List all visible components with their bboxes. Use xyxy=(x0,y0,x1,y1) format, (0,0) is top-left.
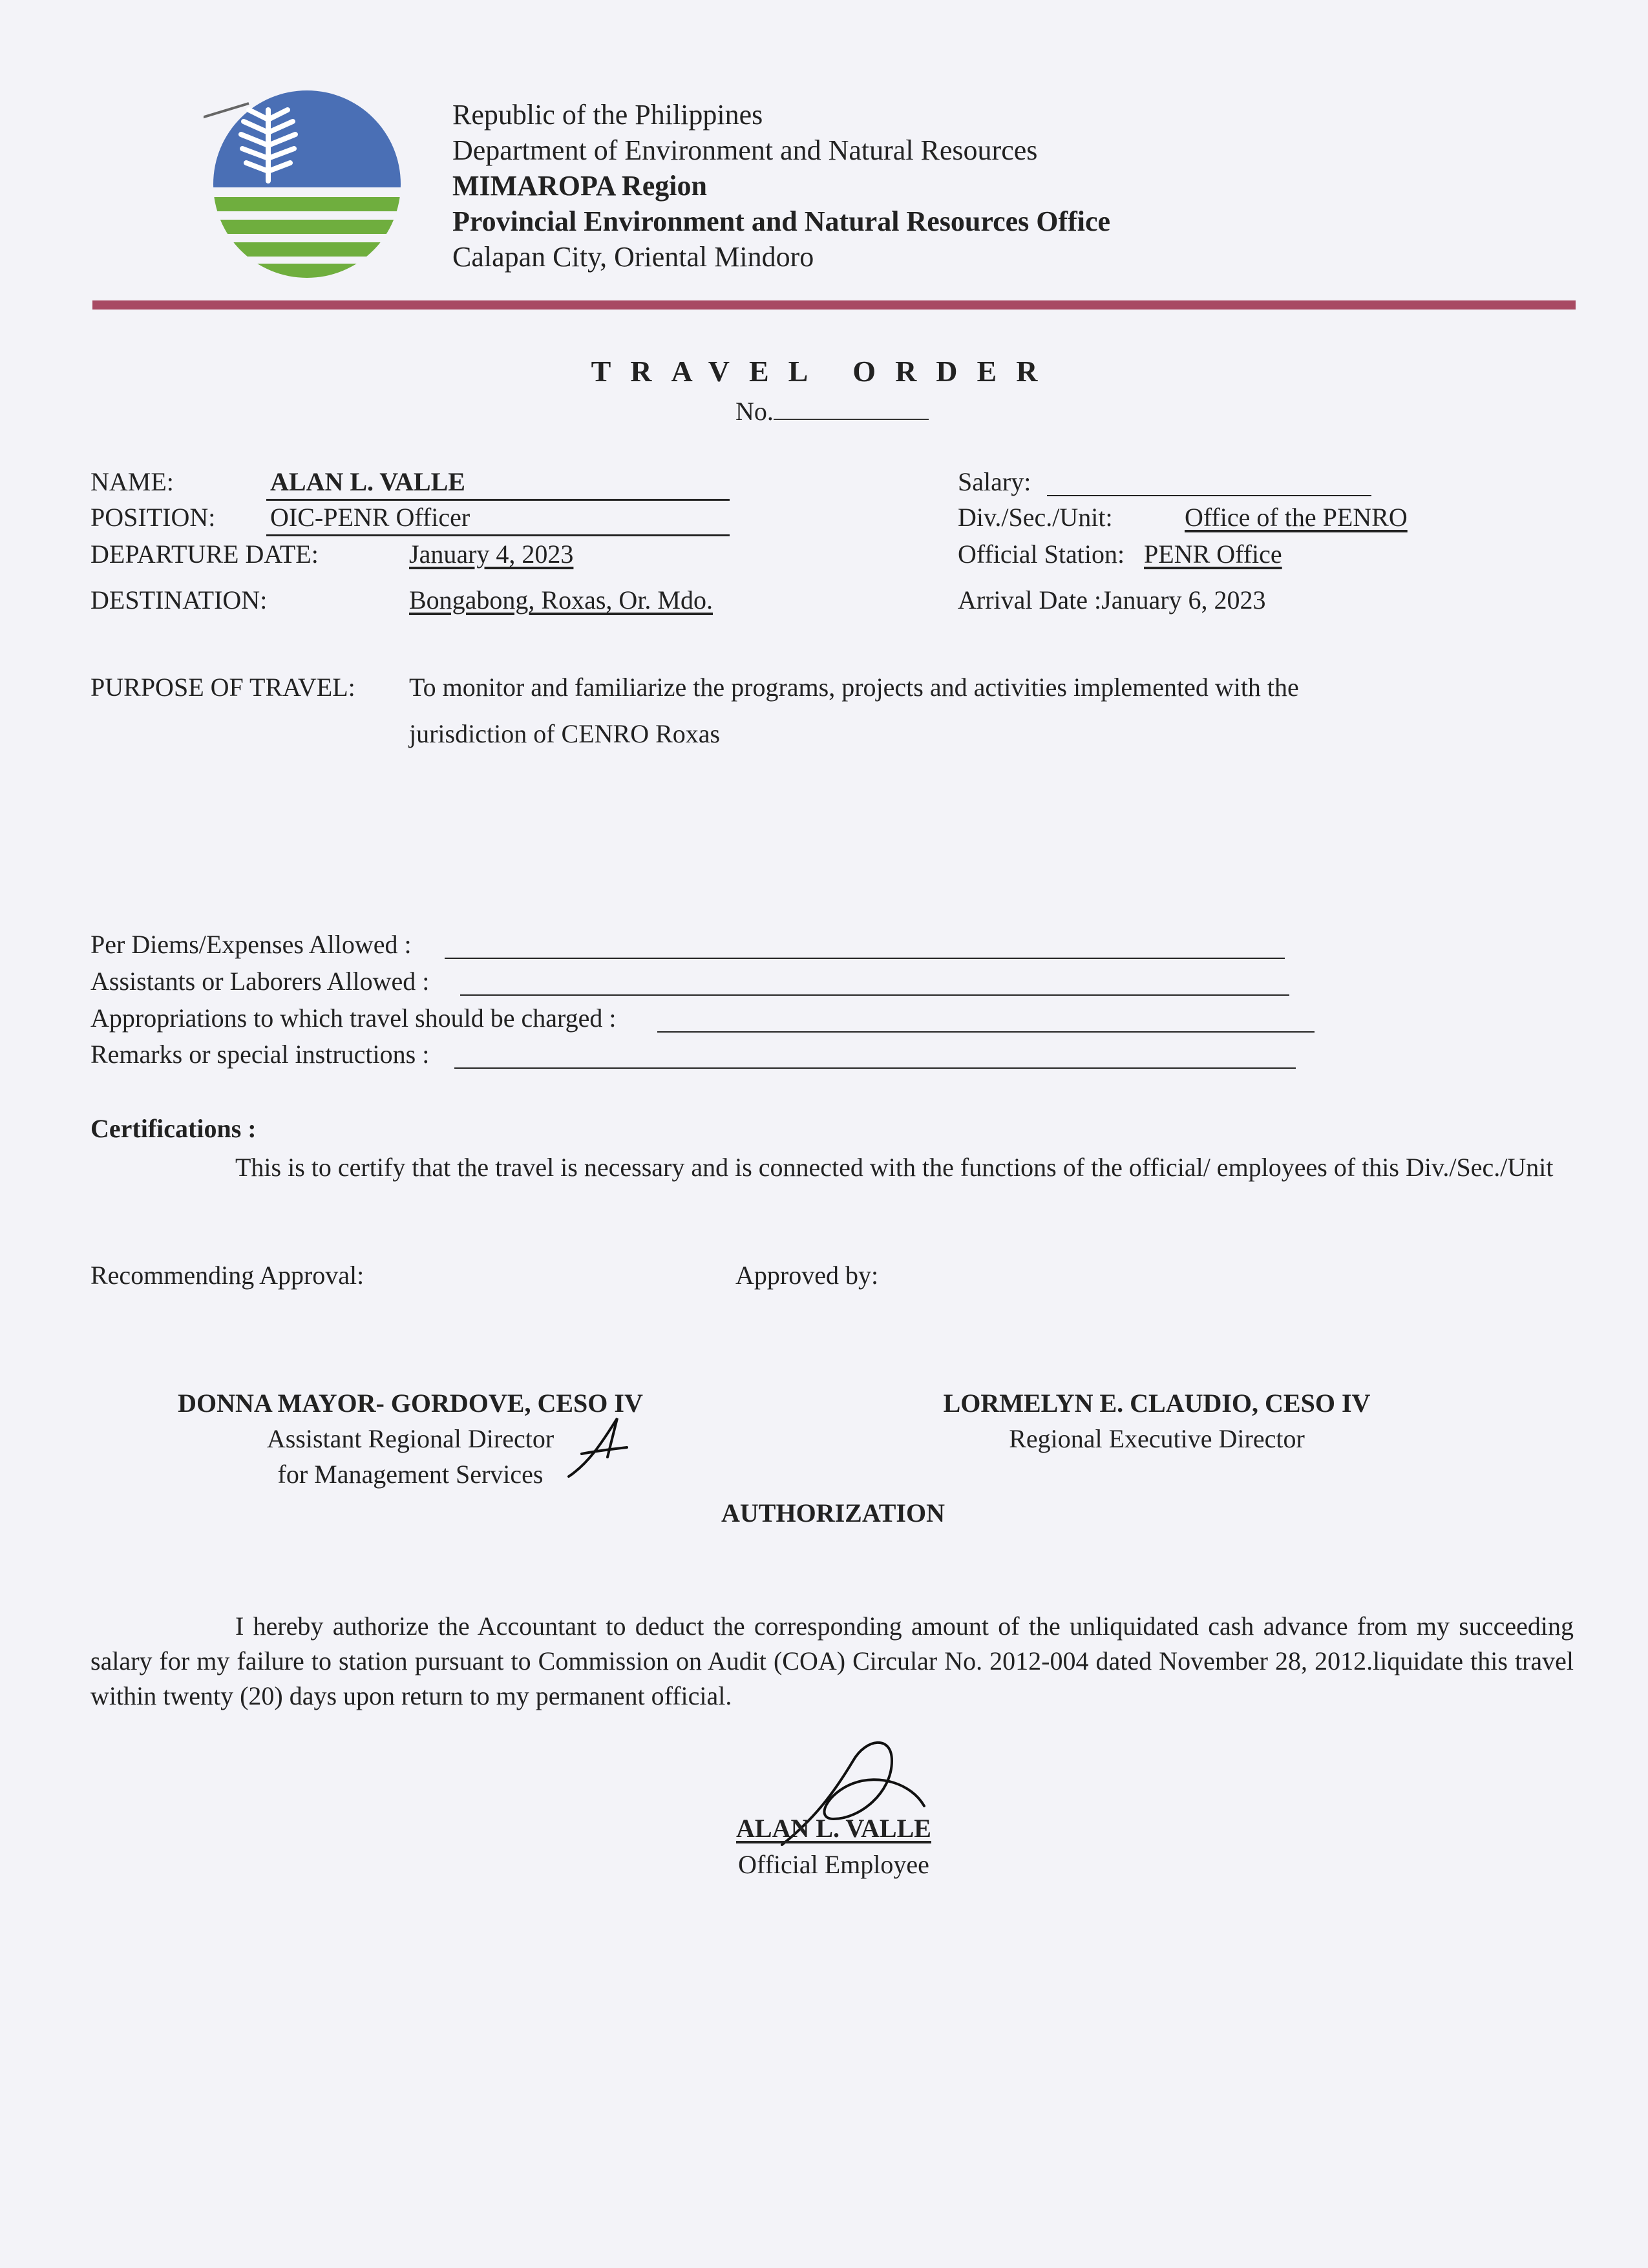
arrival-label: Arrival Date : xyxy=(958,585,1102,614)
departure-value: January 4, 2023 xyxy=(409,540,574,569)
arrival-date xyxy=(958,585,1266,616)
certifications-text: This is to certify that the travel is necessary and is connected with the functions of the official/ employees of this Div./Sec./Unit xyxy=(235,1153,1554,1182)
header-region: MIMAROPA Region xyxy=(452,170,707,202)
arrival-value: January 6, 2023 xyxy=(1101,585,1266,614)
division-label: Div./Sec./Unit: xyxy=(958,503,1113,532)
appropriations-blank xyxy=(657,1031,1315,1033)
recommending-label: Recommending Approval: xyxy=(90,1261,364,1290)
header-department: Department of Environment and Natural Resources xyxy=(452,134,1038,166)
position-label: POSITION: xyxy=(90,503,216,532)
assistants-blank xyxy=(460,994,1289,996)
purpose-label: PURPOSE OF TRAVEL: xyxy=(90,673,355,702)
recommender-title-1: Assistant Regional Director xyxy=(266,1424,555,1453)
assistants-label: Assistants or Laborers Allowed : xyxy=(90,967,430,996)
departure-label: DEPARTURE DATE: xyxy=(90,540,319,569)
certifications-heading: Certifications : xyxy=(90,1114,257,1143)
recommender-name: DONNA MAYOR- GORDOVE, CESO IV xyxy=(178,1389,643,1418)
employee-name: ALAN L. VALLE xyxy=(736,1814,931,1843)
approved-label: Approved by: xyxy=(735,1261,879,1290)
position-value: OIC-PENR Officer xyxy=(270,503,470,532)
station-value: PENR Office xyxy=(1144,540,1282,569)
salary-blank xyxy=(1047,495,1371,496)
salary-label: Salary: xyxy=(958,467,1031,496)
initial-signature-icon xyxy=(562,1412,633,1483)
per-diems-blank xyxy=(445,958,1285,959)
name-underline xyxy=(266,499,730,501)
order-number-blank xyxy=(774,393,929,420)
purpose-line1: To monitor and familiarize the programs, projects and activities implemented with the xyxy=(409,673,1299,702)
approver-title: Regional Executive Director xyxy=(1009,1424,1305,1453)
recommender-title-2: for Management Services xyxy=(277,1460,544,1489)
per-diems-label: Per Diems/Expenses Allowed : xyxy=(90,930,412,959)
purpose-line2: jurisdiction of CENRO Roxas xyxy=(409,719,721,748)
denr-logo-icon xyxy=(204,90,410,278)
position-underline xyxy=(266,534,730,536)
division-value: Office of the PENRO xyxy=(1185,503,1408,532)
order-number xyxy=(735,393,929,427)
appropriations-label: Appropriations to which travel should be charged : xyxy=(90,1003,617,1033)
remarks-blank xyxy=(454,1067,1296,1069)
document-title: TRAVEL ORDER xyxy=(591,355,1057,388)
destination-value: Bongabong, Roxas, Or. Mdo. xyxy=(409,585,713,614)
name-label: NAME: xyxy=(90,467,174,496)
header-city: Calapan City, Oriental Mindoro xyxy=(452,241,814,273)
authorization-text: I hereby authorize the Accountant to deduct the corresponding amount of the unliquidated cash advance from my succeeding salary for my failure to station pursuant to Commission on Audit (COA) Circular No. 2012-004 dated November 28, 2012.liquidate this travel within twenty (20) days upon return to my permanent official. xyxy=(90,1612,1574,1710)
header-republic: Republic of the Philippines xyxy=(452,99,763,131)
remarks-label: Remarks or special instructions : xyxy=(90,1040,430,1069)
order-number-label: No. xyxy=(735,397,774,426)
header-office: Provincial Environment and Natural Resources Office xyxy=(452,205,1111,237)
name-value: ALAN L. VALLE xyxy=(270,467,465,496)
destination-label: DESTINATION: xyxy=(90,585,268,614)
approver-name: LORMELYN E. CLAUDIO, CESO IV xyxy=(943,1389,1371,1418)
authorization-heading: AUTHORIZATION xyxy=(721,1498,945,1528)
header-divider xyxy=(92,300,1576,310)
employee-title: Official Employee xyxy=(738,1850,929,1879)
station-label: Official Station: xyxy=(958,540,1125,569)
